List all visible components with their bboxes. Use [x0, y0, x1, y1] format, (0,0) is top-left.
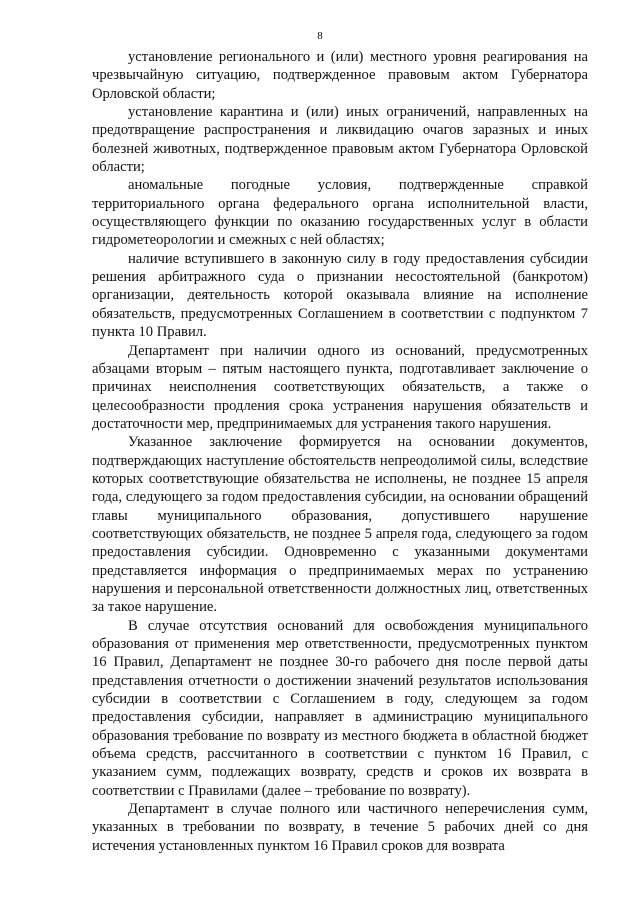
document-body [92, 48, 588, 855]
paragraph: аномальные погодные условия, подтвержденные справкой территориального органа федерального органа исполнительной власти, осуществляющего функции по оказанию государственных услуг в области гидрометеорологии и смежных с ней областях; [92, 177, 588, 249]
page-number: 8 [317, 30, 323, 42]
paragraph: В случае отсутствия оснований для освобождения муниципального образования от применения мер ответственности, предусмотренных пунктом 16 Правил, Департамент не позднее 30-го рабочего дня после первой даты представления отчетности о достижении значений результатов использования субсидии в соответствии с Соглашением в году, следующем за годом предоставления субсидии, направляет в администрацию муниципального образования требование по возврату из местного бюджета в областной бюджет объема средств, рассчитанного в соответствии с пунктом 16 Правил, с указанием сумм, подлежащих возврату, средств и сроков их возврата в соответствии с Правилами (далее – требование по возврату). [92, 617, 588, 799]
paragraph: Департамент в случае полного или частичного неперечисления сумм, указанных в требовании по возврату, в течение 5 рабочих дней со дня истечения установленных пунктом 16 Правил сроков для возврата [92, 801, 588, 854]
paragraph: наличие вступившего в законную силу в году предоставления субсидии решения арбитражного суда о признании несостоятельной (банкротом) организации, деятельность которой оказывала влияние на исполнение обязательств, предусмотренных Соглашением в соответствии с подпунктом 7 пункта 10 Правил. [92, 250, 588, 341]
paragraph: установление регионального и (или) местного уровня реагирования на чрезвычайную ситуацию, подтвержденное правовым актом Губернатора Орловской области; [92, 49, 588, 102]
paragraph: Указанное заключение формируется на основании документов, подтверждающих наступление обстоятельств непреодолимой силы, вследствие которых соответствующие обязательства не исполнены, не позднее 15 апреля года, следующего за годом предоставления субсидии, на основании обращений главы муниципального образования, допустившего нарушение соответствующих обязательств, не позднее 5 апреля года, следующего за годом предоставления субсидии. Одновременно с указанными документами представляется информация о предпринимаемых мерах по устранению нарушения и персональной ответственности должностных лиц, ответственных за такое нарушение. [92, 434, 588, 616]
paragraph: Департамент при наличии одного из оснований, предусмотренных абзацами вторым – пятым настоящего пункта, подготавливает заключение о причинах неисполнения соответствующих обязательств, а также о целесообразности продления срока устранения нарушения обязательств и достаточности мер, предпринимаемых для устранения такого нарушения. [92, 342, 588, 432]
paragraph: установление карантина и (или) иных ограничений, направленных на предотвращение распространения и ликвидацию очагов заразных и иных болезней животных, подтвержденное правовым актом Губернатора Орловской области; [92, 104, 588, 176]
